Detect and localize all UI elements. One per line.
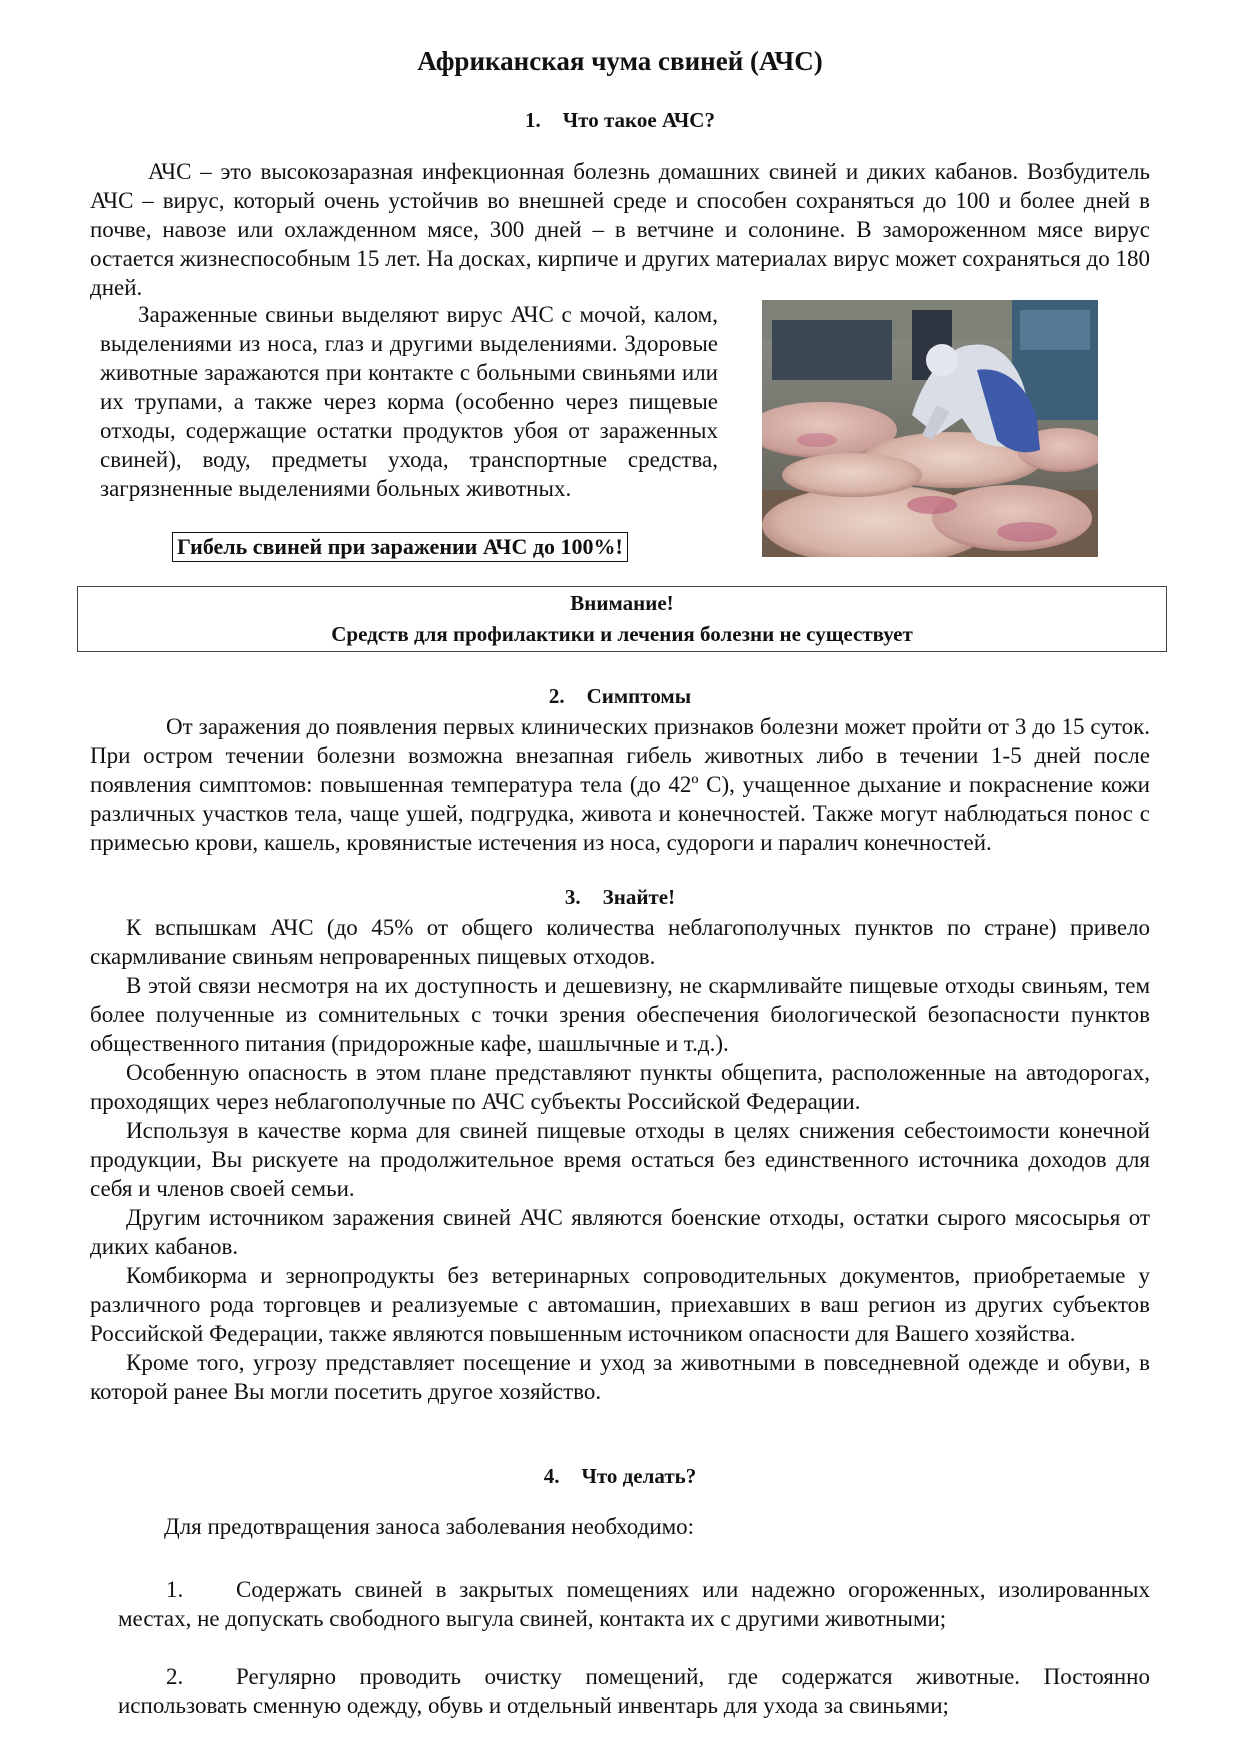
section-2-paragraph bbox=[90, 712, 1150, 857]
list-item bbox=[118, 1662, 1150, 1720]
list-text: Регулярно проводить очистку помещений, где содержатся животные. Постоянно использовать сменную одежду, обувь и отдельный инвентарь для ухода за свиньями; bbox=[118, 1664, 1150, 1718]
paragraph-text: Зараженные свиньи выделяют вирус АЧС с мочой, калом, выделениями из носа, глаз и другими выделениями. Здоровые животные заражаются при контакте с больными свиньями или их трупами, а также через корма (особенно через пищевые отходы, содержащие остатки продуктов убоя от зараженных свиней), воду, предметы ухода, транспортные средства, загрязненные выделениями больных животных. bbox=[100, 302, 718, 501]
section-title: Что делать? bbox=[581, 1464, 697, 1488]
section-4-intro bbox=[164, 1512, 1144, 1541]
section-number: 2. bbox=[548, 684, 565, 708]
document-title: Африканская чума свиней (АЧС) bbox=[417, 46, 823, 76]
section-number: 1. bbox=[525, 108, 541, 132]
paragraph-text: АЧС – это высокозаразная инфекционная болезнь домашних свиней и диких кабанов. Возбудитель АЧС – вирус, который очень устойчив во внешней среде и способен сохраняться до 100 и более дней в почве, навозе или охлажденном мясе, 300 дней – в ветчине и солонине. В замороженном мясе вирус остается жизнеспособным 15 лет. На досках, кирпиче и других материалах вирус может сохраняться до 180 дней. bbox=[90, 159, 1150, 300]
veterinarian-pigs-photo bbox=[762, 300, 1098, 557]
section-heading-1 bbox=[0, 106, 1240, 134]
section-number: 3. bbox=[564, 885, 581, 909]
paragraph-text: Используя в качестве корма для свиней пищевые отходы в целях снижения себестоимости конечной продукции, Вы рискуете на продолжительное время остаться без единственного источника доходов для себя и членов своей семьи. bbox=[90, 1118, 1150, 1201]
section-title: Что такое АЧС? bbox=[562, 108, 715, 132]
mortality-warning-box: Гибель свиней при заражении АЧС до 100%! bbox=[172, 532, 628, 562]
attention-notice-box bbox=[77, 586, 1167, 652]
section-heading-2 bbox=[0, 682, 1240, 710]
list-number: 2. bbox=[166, 1664, 184, 1689]
section-heading-4 bbox=[0, 1462, 1240, 1490]
section-number: 4. bbox=[543, 1464, 560, 1488]
paragraph-text: В этой связи несмотря на их доступность и дешевизну, не скармливайте пищевые отходы свиньям, тем более полученные из сомнительных с точки зрения обеспечения биологической безопасности пунктов общественного питания (придорожные кафе, шашлычные и т.д.). bbox=[90, 973, 1150, 1056]
list-item bbox=[118, 1575, 1150, 1633]
section-1-paragraph-2 bbox=[100, 300, 718, 503]
list-number: 1. bbox=[166, 1577, 184, 1602]
section-1-paragraph-1 bbox=[90, 157, 1150, 302]
paragraph-text: От заражения до появления первых клинических признаков болезни может пройти от 3 до 15 суток. При остром течении болезни возможна внезапная гибель животных либо в течении 1-5 дней после появления симптомов: повышенная температура тела (до 42º С), учащенное дыхание и покраснение кожи различных участков тела, чаще ушей, подгрудка, живота и конечностей. Также могут наблюдаться понос с примесью крови, кашель, кровянистые истечения из носа, судороги и паралич конечностей. bbox=[90, 714, 1150, 855]
paragraph-text: К вспышкам АЧС (до 45% от общего количества неблагополучных пунктов по стране) привело скармливание свиньям непроваренных пищевых отходов. bbox=[90, 915, 1150, 969]
paragraph-text: Кроме того, угрозу представляет посещение и уход за животными в повседневной одежде и обуви, в которой ранее Вы могли посетить другое хозяйство. bbox=[90, 1350, 1150, 1404]
paragraph-text: Комбикорма и зернопродукты без ветеринарных сопроводительных документов, приобретаемые у различного рода торговцев и реализуемые с автомашин, приехавших в ваш регион из других субъектов Российской Федерации, также являются повышенным источником опасности для Вашего хозяйства. bbox=[90, 1263, 1150, 1346]
section-heading-3 bbox=[0, 883, 1240, 911]
section-3-paragraphs bbox=[90, 913, 1150, 1406]
section-title: Знайте! bbox=[602, 885, 676, 909]
paragraph-text: Особенную опасность в этом плане представляют пункты общепита, расположенные на автодорогах, проходящих через неблагополучные по АЧС субъекты Российской Федерации. bbox=[90, 1060, 1150, 1114]
paragraph-text: Для предотвращения заноса заболевания необходимо: bbox=[164, 1514, 695, 1539]
section-title: Симптомы bbox=[586, 684, 692, 708]
paragraph-text: Другим источником заражения свиней АЧС являются боенские отходы, остатки сырого мясосырья от диких кабанов. bbox=[90, 1205, 1150, 1259]
list-text: Содержать свиней в закрытых помещениях или надежно огороженных, изолированных местах, не допускать свободного выгула свиней, контакта их с другими животными; bbox=[118, 1577, 1150, 1631]
notice-heading: Внимание! bbox=[570, 591, 674, 615]
notice-text: Средств для профилактики и лечения болезни не существует bbox=[331, 622, 913, 646]
